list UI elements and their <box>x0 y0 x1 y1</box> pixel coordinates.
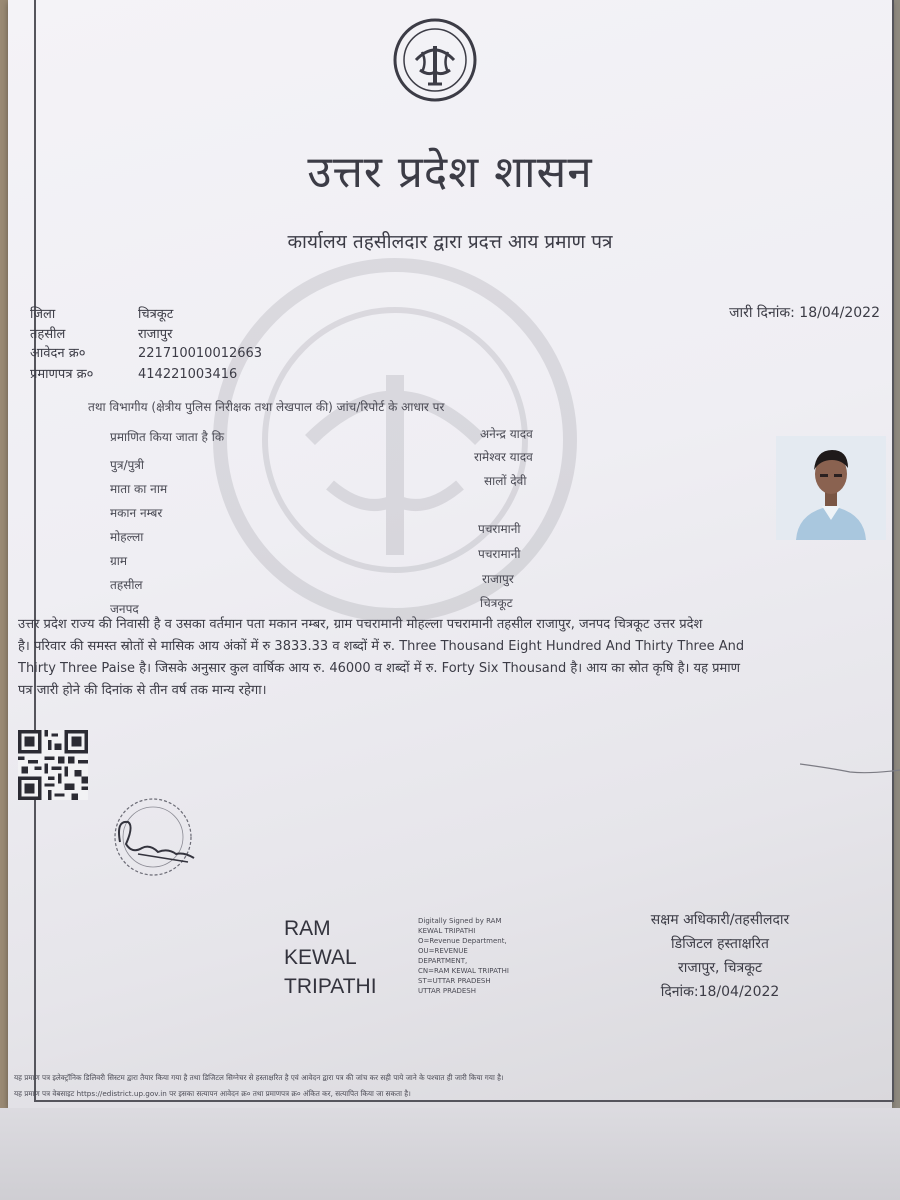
village-label: ग्राम <box>110 554 128 568</box>
person-icon <box>776 436 886 540</box>
application-number: 221710010012663 <box>138 346 263 361</box>
page-subtitle: कार्यालय तहसीलदार द्वारा प्रदत्त आय प्रमाण पत्र <box>287 231 613 253</box>
janpad-label: जनपद <box>110 602 139 616</box>
applicant-photo <box>776 436 886 540</box>
certified-label: प्रमाणित किया जाता है कि <box>110 430 225 444</box>
certificate-body <box>18 614 886 702</box>
authority-title: सक्षम अधिकारी/तहसीलदार <box>650 912 790 928</box>
body-line-3: Thirty Three Paise है। जिसके अनुसार कुल वार्षिक आय रु. 46000 व शब्दों में रु. Forty Six Thousand है। आय का स्रोत कृषि है। यह प्रमाण <box>18 661 741 676</box>
report-intro: तथा विभागीय (क्षेत्रीय पुलिस निरीक्षक तथा लेखपाल की) जांच/रिपोर्ट के आधार पर <box>88 400 445 414</box>
issuing-authority <box>600 908 840 1004</box>
digisig-line: ST=UTTAR PRADESH <box>418 977 491 985</box>
body-line-2: है। परिवार की समस्त स्रोतों से मासिक आय अंकों में रु 3833.33 व शब्दों में रु. Three Thousand Eight Hundred And Thirty Three And <box>18 639 745 654</box>
page-title: उत्तर प्रदेश शासन <box>307 147 593 198</box>
village-value: पचरामानी <box>478 547 521 561</box>
district-label: जिला <box>30 307 56 322</box>
digisig-line: Digitally Signed by RAM <box>418 917 502 925</box>
digisig-line: UTTAR PRADESH <box>418 987 476 995</box>
certificate-number: 414221003416 <box>138 367 238 382</box>
body-line-1: उत्तर प्रदेश राज्य की निवासी है व उसका वर्तमान पता मकान नम्बर, ग्राम पचरामानी मोहल्ला पचरामानी तहसील राजापुर, जनपद चित्रकूट उत्तर प्रदेश <box>18 617 703 632</box>
detail-tehsil-label: तहसील <box>110 578 143 592</box>
qr-code-icon[interactable] <box>18 730 88 800</box>
signer-line-3: TRIPATHI <box>284 975 377 998</box>
father-name: रामेश्वर यादव <box>474 450 533 464</box>
digital-signature-details <box>418 916 558 996</box>
digisig-line: DEPARTMENT, <box>418 957 468 965</box>
signature-stamp-icon <box>98 792 208 882</box>
application-label: आवेदन क्र० <box>30 346 86 361</box>
signer-line-2: KEWAL <box>284 946 357 969</box>
detail-tehsil-value: राजापुर <box>482 572 514 586</box>
tehsil-value: राजापुर <box>138 327 173 342</box>
tehsil-label: तहसील <box>30 327 66 342</box>
certificate-label: प्रमाणपत्र क्र० <box>30 367 94 382</box>
authority-digital: डिजिटल हस्ताक्षरित <box>671 936 769 952</box>
janpad-value: चित्रकूट <box>480 596 513 610</box>
footer-note <box>14 1070 888 1102</box>
issue-date <box>729 303 880 322</box>
father-label: पुत्र/पुत्री <box>110 458 145 472</box>
footer-line-1: यह प्रमाण पत्र इलेक्ट्रॉनिक डिलिवरी सिस्टम द्वारा तैयार किया गया है तथा डिजिटल सिग्नेचर से हस्ताक्षरित है एवं आवेदन द्वारा पत्र की जांच कर सही पाये जाने के पश्चात ही जारी किया गया है। <box>14 1073 504 1082</box>
digisig-line: KEWAL TRIPATHI <box>418 927 476 935</box>
district-value: चित्रकूट <box>138 307 174 322</box>
emblem-icon <box>392 12 478 108</box>
mother-name: सालों देवी <box>484 474 527 488</box>
signer-line-1: RAM <box>284 917 331 940</box>
body-line-4: पत्र जारी होने की दिनांक से तीन वर्ष तक मान्य रहेगा। <box>18 683 267 698</box>
footer-line-2: यह प्रमाण पत्र वेबसाइट https://edistrict.up.gov.in पर इसका सत्यापन आवेदन क्र० तथा प्रमाणपत्र क्र० अंकित कर, सत्यापित किया जा सकता है। <box>14 1089 411 1098</box>
issue-date-value: 18/04/2022 <box>799 305 880 321</box>
digisig-line: OU=REVENUE <box>418 947 468 955</box>
digisig-line: O=Revenue Department, <box>418 937 507 945</box>
signer-name <box>284 914 377 1001</box>
applicant-name: अनेन्द्र यादव <box>480 427 533 441</box>
paper-below <box>0 1108 900 1200</box>
authority-date: दिनांक:18/04/2022 <box>660 984 780 1000</box>
house-label: मकान नम्बर <box>110 506 163 520</box>
mohalla-label: मोहल्ला <box>110 530 144 544</box>
mohalla-value: पचरामानी <box>478 522 521 536</box>
issue-date-label: जारी दिनांक: <box>729 305 795 321</box>
authority-place: राजापुर, चित्रकूट <box>678 960 762 976</box>
paper-crease <box>800 760 900 780</box>
mother-label: माता का नाम <box>110 482 168 496</box>
digisig-line: CN=RAM KEWAL TRIPATHI <box>418 967 509 975</box>
